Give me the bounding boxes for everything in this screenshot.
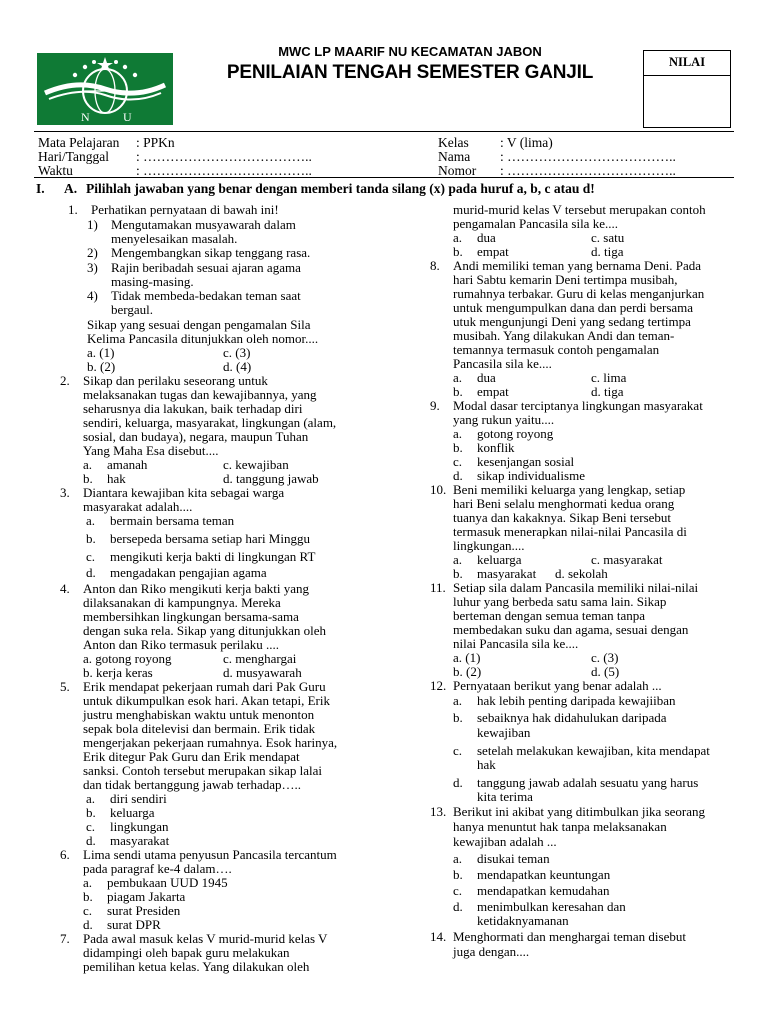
- answer-option[interactable]: hak: [477, 757, 496, 772]
- answer-option[interactable]: keluarga: [110, 805, 155, 820]
- answer-option[interactable]: hak: [107, 471, 126, 486]
- statement-text: menyelesaikan masalah.: [111, 231, 238, 246]
- answer-option[interactable]: b. kerja keras: [83, 665, 153, 680]
- question-text: Kelima Pancasila ditunjukkan oleh nomor....: [87, 331, 319, 346]
- option-letter[interactable]: c.: [86, 549, 96, 564]
- answer-option[interactable]: ketidaknyamanan: [477, 913, 569, 928]
- info-label: Hari/Tanggal: [38, 149, 110, 164]
- info-label: Waktu: [38, 163, 73, 178]
- question-number: 9.: [430, 398, 440, 413]
- question-number: 12.: [430, 678, 447, 693]
- question-text: mengerjakan pekerjaan rumahnya. Esok harinya,: [83, 735, 338, 750]
- option-letter[interactable]: a.: [453, 230, 463, 245]
- question-text: Beni memiliki keluarga yang lengkap, setiap: [453, 482, 686, 497]
- info-label: Nomor: [438, 163, 477, 178]
- question-text: Berikut ini akibat yang ditimbulkan jika seorang: [453, 804, 706, 819]
- statement-number: 1): [87, 217, 98, 232]
- answer-option[interactable]: surat Presiden: [107, 903, 181, 918]
- option-letter[interactable]: b.: [453, 566, 463, 581]
- question-number: 1.: [68, 202, 78, 217]
- answer-option[interactable]: sebaiknya hak didahulukan daripada: [477, 710, 667, 725]
- answer-option[interactable]: masyarakat: [477, 566, 537, 581]
- answer-option[interactable]: b. (2): [87, 359, 116, 374]
- answer-option[interactable]: dua: [477, 230, 496, 245]
- question-text: luhur yang berbeda satu sama lain. Sikap: [453, 594, 667, 609]
- option-letter[interactable]: b.: [453, 244, 463, 259]
- statement-number: 2): [87, 245, 98, 260]
- logo-letter-n: N: [81, 110, 90, 124]
- answer-option[interactable]: sikap individualisme: [477, 468, 585, 483]
- answer-option[interactable]: mengadakan pengajian agama: [110, 565, 267, 580]
- option-letter[interactable]: a.: [83, 457, 93, 472]
- section-roman: I.: [36, 181, 45, 196]
- answer-option[interactable]: gotong royong: [477, 426, 554, 441]
- question-text: murid-murid kelas V tersebut merupakan contoh: [453, 202, 706, 217]
- question-text: tuanya dan kakaknya. Sikap Beni tersebut: [453, 510, 672, 525]
- question-text: Pernyataan berikut yang benar adalah ...: [453, 678, 662, 693]
- statement-text: masing-masing.: [111, 274, 194, 289]
- exam-title: PENILAIAN TENGAH SEMESTER GANJIL: [226, 62, 594, 83]
- question-text: Erik mendapat pekerjaan rumah dari Pak Guru: [83, 679, 326, 694]
- score-box-label: NILAI: [644, 51, 730, 76]
- question-text: nilai Pancasila sila ke....: [453, 636, 579, 651]
- answer-option[interactable]: piagam Jakarta: [107, 889, 186, 904]
- answer-option[interactable]: c. (3): [591, 650, 619, 665]
- statement-text: Mengembangkan sikap tenggang rasa.: [111, 245, 311, 260]
- question-number: 8.: [430, 258, 440, 273]
- organization-name: MWC LP MAARIF NU KECAMATAN JABON: [278, 44, 542, 59]
- question-text: sanksi. Contoh tersebut merupakan sikap lalai: [83, 763, 323, 778]
- answer-option[interactable]: b. (2): [453, 664, 482, 679]
- question-text: dilaksanakan di kampungnya. Mereka: [83, 595, 281, 610]
- statement-text: Mengutamakan musyawarah dalam: [111, 217, 296, 232]
- question-text: Pada awal masuk kelas V murid-murid kelas V: [83, 931, 328, 946]
- answer-option[interactable]: d. (5): [591, 664, 620, 679]
- question-text: kewajiban adalah ...: [453, 834, 557, 849]
- option-letter[interactable]: d.: [453, 468, 463, 483]
- question-text: Diantara kewajiban kita sebagai warga: [83, 485, 285, 500]
- logo-letter-u: U: [123, 110, 132, 124]
- question-number: 5.: [60, 679, 70, 694]
- option-letter[interactable]: b.: [83, 471, 93, 486]
- question-text: didampingi oleh bapak guru melakukan: [83, 945, 290, 960]
- answer-option[interactable]: c. satu: [591, 230, 625, 245]
- name-field[interactable]: : ………………………………..: [500, 149, 676, 164]
- answer-option[interactable]: mendapatkan keuntungan: [477, 867, 611, 882]
- question-text: pengamalan Pancasila sila ke....: [453, 216, 618, 231]
- question-text: Modal dasar terciptanya lingkungan masyarakat: [453, 398, 703, 413]
- option-letter[interactable]: b.: [86, 531, 96, 546]
- answer-option[interactable]: mengikuti kerja bakti di lingkungan RT: [110, 549, 316, 564]
- answer-option[interactable]: empat: [477, 244, 509, 259]
- question-text: temannya termasuk contoh pengamalan: [453, 342, 660, 357]
- question-text: hanya menuntut hak tanpa melaksanakan: [453, 819, 667, 834]
- option-letter[interactable]: b.: [86, 805, 96, 820]
- info-label: Nama: [438, 149, 471, 164]
- answer-option[interactable]: hak lebih penting daripada kewajiiban: [477, 693, 676, 708]
- question-text: Anton dan Riko termasuk perilaku ....: [83, 637, 280, 652]
- answer-option[interactable]: empat: [477, 384, 509, 399]
- time-field[interactable]: : ………………………………..: [136, 163, 312, 178]
- option-letter[interactable]: c.: [453, 743, 463, 758]
- option-letter[interactable]: d.: [453, 775, 463, 790]
- answer-option[interactable]: c. lima: [591, 370, 627, 385]
- answer-option[interactable]: diri sendiri: [110, 791, 167, 806]
- question-text: rumahnya terbakar. Guru di kelas menganjurkan: [453, 286, 705, 301]
- question-text: sosial, dan budaya), negara, maupun Tuhan: [83, 429, 309, 444]
- answer-option[interactable]: keluarga: [477, 552, 522, 567]
- question-text: membersihkan lingkungan bersama-sama: [83, 609, 299, 624]
- option-letter[interactable]: d.: [83, 917, 93, 932]
- answer-option[interactable]: bersepeda bersama setiap hari Minggu: [110, 531, 310, 546]
- answer-option[interactable]: kita terima: [477, 789, 533, 804]
- option-letter[interactable]: d.: [453, 899, 463, 914]
- question-text: sendiri, keluarga, masyarakat, lingkungan (alam,: [83, 415, 337, 430]
- question-text: dan tidak bertanggung jawab terhadap…..: [83, 777, 302, 792]
- option-letter[interactable]: b.: [83, 889, 93, 904]
- option-letter[interactable]: d.: [86, 565, 96, 580]
- question-text: Sikap dan perilaku seseorang untuk: [83, 373, 268, 388]
- statement-text: Tidak membeda-bedakan teman saat: [111, 288, 301, 303]
- answer-option[interactable]: d. tiga: [591, 244, 624, 259]
- answer-option[interactable]: d. tanggung jawab: [223, 471, 319, 486]
- answer-option[interactable]: mendapatkan kemudahan: [477, 883, 610, 898]
- answer-option[interactable]: tanggung jawab adalah sesuatu yang harus: [477, 775, 699, 790]
- class-field[interactable]: : V (lima): [500, 135, 553, 150]
- answer-option[interactable]: kesenjangan sosial: [477, 454, 575, 469]
- answer-option[interactable]: dua: [477, 370, 496, 385]
- answer-option[interactable]: d. tiga: [591, 384, 624, 399]
- option-letter[interactable]: b.: [453, 867, 463, 882]
- question-text: untuk dikumpulkan esok hari. Akan tetapi, Erik: [83, 693, 330, 708]
- answer-option[interactable]: c. (3): [223, 345, 251, 360]
- question-text: Yang Maha Esa disebut....: [83, 443, 219, 458]
- statement-text: bergaul.: [111, 302, 153, 317]
- statement-text: Rajin beribadah sesuai ajaran agama: [111, 260, 301, 275]
- question-text: membedakan suku dan agama, sesuai dengan: [453, 622, 689, 637]
- instruction-text: Pilihlah jawaban yang benar dengan memberi tanda silang (x) pada huruf a, b, c atau d!: [86, 181, 595, 196]
- option-letter[interactable]: c.: [453, 454, 463, 469]
- answer-option[interactable]: masyarakat: [110, 833, 170, 848]
- question-text: termasuk menerapkan nilai-nilai Pancasila di: [453, 524, 687, 539]
- info-label: Kelas: [438, 135, 469, 150]
- question-text: pemilihan ketua kelas. Yang dilakukan oleh: [83, 959, 310, 974]
- answer-option[interactable]: d. sekolah: [555, 566, 608, 581]
- statement-number: 4): [87, 288, 98, 303]
- answer-option[interactable]: c. kewajiban: [223, 457, 289, 472]
- question-text: hari Beni selalu menghormati kedua orang: [453, 496, 675, 511]
- question-text: justru menghabiskan waktu untuk menonton: [83, 707, 315, 722]
- option-letter[interactable]: c.: [453, 883, 463, 898]
- number-field[interactable]: : ………………………………..: [500, 163, 676, 178]
- question-text: pada paragraf ke-4 dalam….: [83, 861, 232, 876]
- option-letter[interactable]: a.: [453, 426, 463, 441]
- option-letter[interactable]: a.: [453, 851, 463, 866]
- option-letter[interactable]: a.: [83, 875, 93, 890]
- answer-option[interactable]: c. menghargai: [223, 651, 297, 666]
- question-number: 14.: [430, 929, 447, 944]
- question-text: Sikap yang sesuai dengan pengamalan Sila: [87, 317, 311, 332]
- question-text: seharusnya dia lakukan, baik terhadap diri: [83, 401, 303, 416]
- option-letter[interactable]: a.: [453, 552, 463, 567]
- option-letter[interactable]: c.: [83, 903, 93, 918]
- option-letter[interactable]: a.: [86, 513, 96, 528]
- option-letter[interactable]: a.: [453, 370, 463, 385]
- question-number: 6.: [60, 847, 70, 862]
- question-text: hari Sabtu kemarin Deni tertimpa musibah,: [453, 272, 678, 287]
- date-field[interactable]: : ………………………………..: [136, 149, 312, 164]
- option-letter[interactable]: a.: [86, 791, 96, 806]
- answer-option[interactable]: disukai teman: [477, 851, 550, 866]
- question-number: 4.: [60, 581, 70, 596]
- answer-option[interactable]: pembukaan UUD 1945: [107, 875, 228, 890]
- question-text: Setiap sila dalam Pancasila memiliki nilai-nilai: [453, 580, 699, 595]
- answer-option[interactable]: kewajiban: [477, 725, 531, 740]
- statement-number: 3): [87, 260, 98, 275]
- question-text: utuk mengunjungi Deni yang sedang tertimpa: [453, 314, 691, 329]
- question-text: musibah. Yang dilakukan Andi dan teman-: [453, 328, 675, 343]
- answer-option[interactable]: d. (4): [223, 359, 252, 374]
- question-text: Menghormati dan menghargai teman disebut: [453, 929, 686, 944]
- question-text: yang rukun yaitu....: [453, 412, 555, 427]
- question-number: 13.: [430, 804, 447, 819]
- question-number: 3.: [60, 485, 70, 500]
- question-text: Erik ditegur Pak Guru dan Erik mendapat: [83, 749, 300, 764]
- question-number: 10.: [430, 482, 447, 497]
- answer-option[interactable]: c. masyarakat: [591, 552, 663, 567]
- question-text: Andi memiliki teman yang bernama Deni. Pada: [453, 258, 702, 273]
- question-text: sepak bola ditelevisi dan bermain. Erik tidak: [83, 721, 316, 736]
- answer-option[interactable]: lingkungan: [110, 819, 169, 834]
- option-letter[interactable]: a.: [453, 693, 463, 708]
- question-text: juga dengan....: [453, 944, 530, 959]
- question-text: Perhatikan pernyataan di bawah ini!: [91, 202, 279, 217]
- question-text: untuk mengumpulkan dana dan perdi bersama: [453, 300, 694, 315]
- answer-option[interactable]: konflik: [477, 440, 515, 455]
- question-text: berteman dengan semua teman tanpa: [453, 608, 646, 623]
- answer-option[interactable]: a. (1): [87, 345, 115, 360]
- question-text: lingkungan....: [453, 538, 525, 553]
- question-number: 2.: [60, 373, 70, 388]
- option-letter[interactable]: b.: [453, 710, 463, 725]
- answer-option[interactable]: bermain bersama teman: [110, 513, 235, 528]
- option-letter[interactable]: b.: [453, 440, 463, 455]
- question-text: Anton dan Riko mengikuti kerja bakti yang: [83, 581, 310, 596]
- question-text: Pancasila sila ke....: [453, 356, 552, 371]
- question-text: masyarakat adalah....: [83, 499, 193, 514]
- question-number: 7.: [60, 931, 70, 946]
- subject-field[interactable]: : PPKn: [136, 135, 175, 150]
- question-number: 11.: [430, 580, 446, 595]
- option-letter[interactable]: c.: [86, 819, 96, 834]
- option-letter[interactable]: d.: [86, 833, 96, 848]
- section-letter: A.: [64, 181, 78, 196]
- answer-option[interactable]: setelah melakukan kewajiban, kita mendapat: [477, 743, 710, 758]
- answer-option[interactable]: d. musyawarah: [223, 665, 302, 680]
- question-text: melaksanakan tugas dan kewajibannya, yang: [83, 387, 317, 402]
- option-letter[interactable]: b.: [453, 384, 463, 399]
- answer-option[interactable]: surat DPR: [107, 917, 161, 932]
- answer-option[interactable]: amanah: [107, 457, 148, 472]
- info-label: Mata Pelajaran: [38, 135, 120, 150]
- answer-option[interactable]: a. (1): [453, 650, 481, 665]
- answer-option[interactable]: a. gotong royong: [83, 651, 172, 666]
- question-text: dengan suka rela. Sikap yang ditunjukkan oleh: [83, 623, 326, 638]
- question-text: Lima sendi utama penyusun Pancasila tercantum: [83, 847, 337, 862]
- answer-option[interactable]: menimbulkan keresahan dan: [477, 899, 626, 914]
